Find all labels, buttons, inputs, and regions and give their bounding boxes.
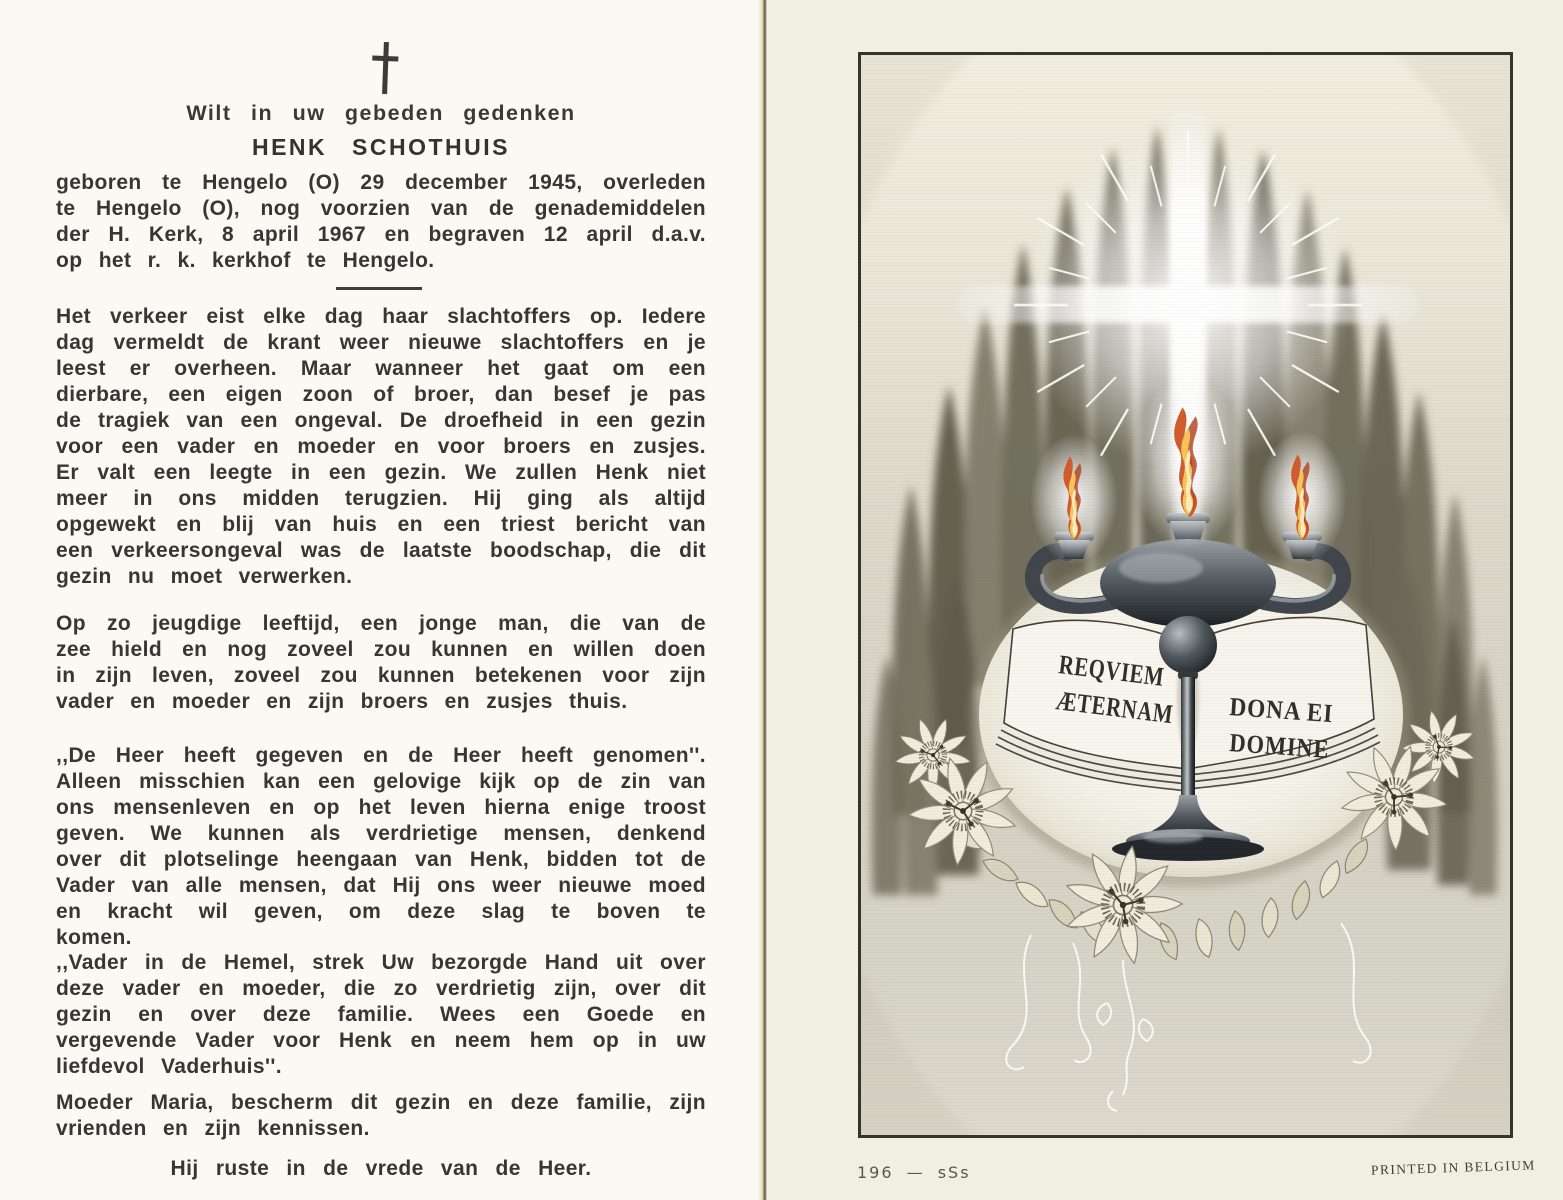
page-fold-edge [758,0,767,1200]
book-text-line4: DOMINE [1228,728,1347,766]
book-text-line2: ÆTERNAM [1054,685,1211,734]
prayer-request-line: Wilt in uw gebeden gedenken [186,101,576,125]
memorial-text-page [0,0,766,1200]
body-paragraph: Moeder Maria, bescherm dit gezin en deze familie, zijn vrienden en zijn kennissen. [56,1091,706,1140]
deceased-name: HENK SCHOTHUIS [251,134,510,160]
printer-mark: PRINTED IN BELGIUM [1370,1157,1536,1178]
flame-icon [1257,431,1346,565]
latin-cross-icon [0,42,766,98]
illustration-page [767,0,1563,1200]
section-divider [336,287,422,290]
book-text-line1: REQVIEM [1057,649,1199,696]
body-paragraph: ,,De Heer heeft gegeven en de Heer heeft genomen''. Alleen misschien kan een gelovige kijk op de zin van ons mensenleven en op het leven hierna enige troost geven. We kunnen als verdrietige mensen, denkend over dit plotselinge heengaan van Henk, bidden tot de Vader van alle mensen, dat Hij ons weer nieuwe moed en kracht wil geven, om deze slag te boven te komen. [56,744,706,949]
book-text-line3: DONA EI [1228,692,1347,730]
vitals-paragraph: geboren te Hengelo (O) 29 december 1945, overleden te Hengelo (O), nog voorzien van de genademiddelen der H. Kerk, 8 april 1967 en begraven 12 april d.a.v. op het r. k. kerkhof te Hengelo. [56,171,706,272]
illustration-frame [858,52,1513,1138]
body-paragraph: Op zo jeugdige leeftijd, een jonge man, die van de zee hield en nog zoveel zou kunnen en willen doen in zijn leven, zoveel zou kunnen betekenen voor zijn vader en moeder en zijn broers en zusjes thuis. [56,612,706,713]
flame-icon [1131,378,1245,550]
print-number: 196 — sSs [857,1163,971,1182]
closing-line: Hij ruste in de vrede van de Heer. [170,1157,592,1180]
body-paragraph: ,,Vader in de Hemel, strek Uw bezorgde Hand uit over deze vader en moeder, die zo verdrietig zijn, over dit gezin en over deze familie. Wees een Goede en vergevende Vader voor Henk en neem hem op in uw liefdevol Vaderhuis''. [56,951,706,1078]
body-paragraph: Het verkeer eist elke dag haar slachtoffers op. Iedere dag vermeldt de krant weer nieuwe slachtoffers en je leest er overheen. Maar wanneer het gaat om een dierbare, een eigen zoon of broer, dan besef je pas de tragiek van een ongeval. De droefheid in een gezin voor een vader en moeder en voor broers en zusjes. Er valt een leegte in een gezin. We zullen Henk niet meer in ons midden terugzien. Hij ging als altijd opgewekt en blij van huis en een triest bericht van een verkeersongeval was de laatste boodschap, die dit gezin nu moet verwerken. [56,305,706,588]
memorial-illustration [861,55,1510,1135]
flame-icon [1030,434,1117,565]
